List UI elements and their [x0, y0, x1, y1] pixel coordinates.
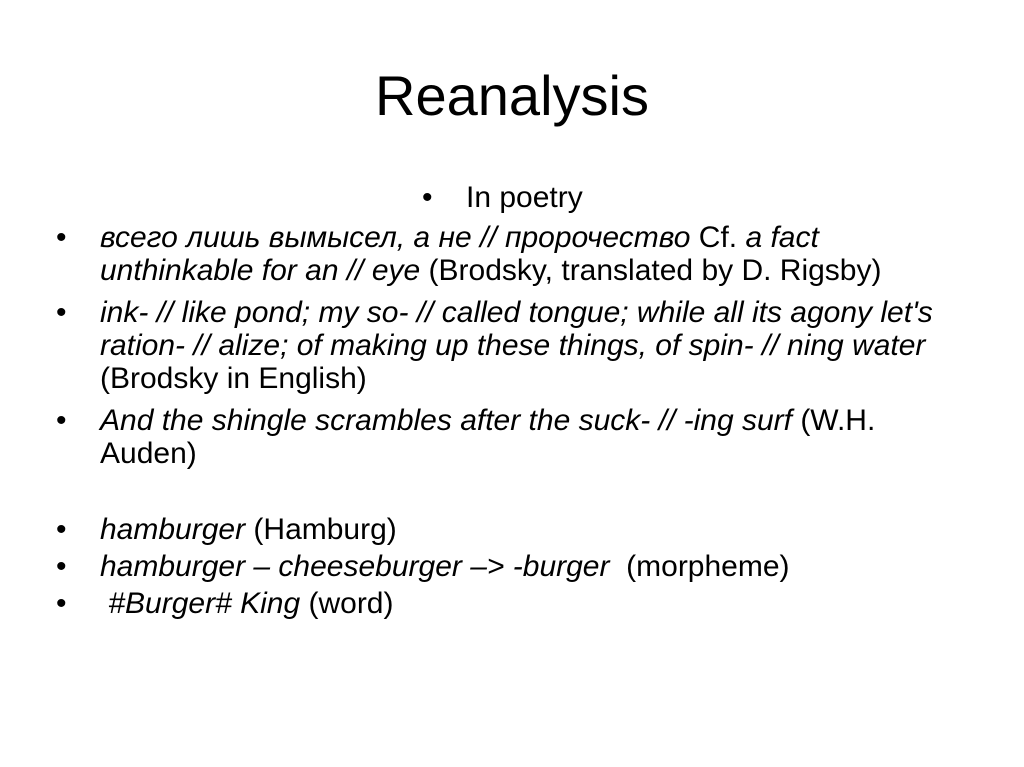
- bullet-text: In poetry: [466, 181, 583, 214]
- slide-title: Reanalysis: [375, 64, 649, 127]
- bullet-icon: •: [56, 550, 67, 583]
- bullet-icon: •: [56, 587, 67, 620]
- term-text: #Burger# King: [100, 587, 301, 620]
- quote-text: ink- // like pond; my so- // called tongue; while all its agony let's ration- // alize; of making up these things, of spin- // ning water: [100, 296, 933, 362]
- citation-text: (W.H. Auden): [100, 404, 876, 470]
- quote-text: And the shingle scrambles after the suck- // -ing surf: [100, 404, 792, 437]
- list-item-auden: [56, 404, 956, 470]
- list-item-burger-king: [56, 587, 956, 620]
- bullet-icon: •: [56, 296, 67, 329]
- centered-bullet-in-poetry: [422, 180, 583, 216]
- term-text: hamburger: [100, 513, 246, 546]
- list-item-burger-morpheme: [56, 550, 956, 583]
- list-item-hamburger: [56, 513, 956, 546]
- plain-text: Cf.: [690, 221, 746, 254]
- citation-text: (Brodsky, translated by D. Rigsby): [420, 254, 882, 287]
- quote-text: a fact unthinkable for an // eye: [100, 221, 819, 287]
- citation-text: (Brodsky in English): [100, 362, 367, 395]
- bullet-icon: •: [56, 513, 67, 546]
- note-text: (word): [300, 587, 394, 620]
- bullet-icon: •: [422, 181, 433, 214]
- bullet-list: [56, 221, 956, 624]
- bullet-icon: •: [56, 221, 67, 254]
- quote-text: всего лишь вымысел, а не // пророчество: [100, 221, 691, 254]
- list-item-brodsky-english: [56, 296, 956, 395]
- term-text: hamburger – cheeseburger –> -burger: [100, 550, 610, 583]
- list-item-brodsky-russian: [56, 221, 956, 287]
- bullet-icon: •: [56, 404, 67, 437]
- note-text: (Hamburg): [245, 513, 397, 546]
- note-text: (morpheme): [609, 550, 790, 583]
